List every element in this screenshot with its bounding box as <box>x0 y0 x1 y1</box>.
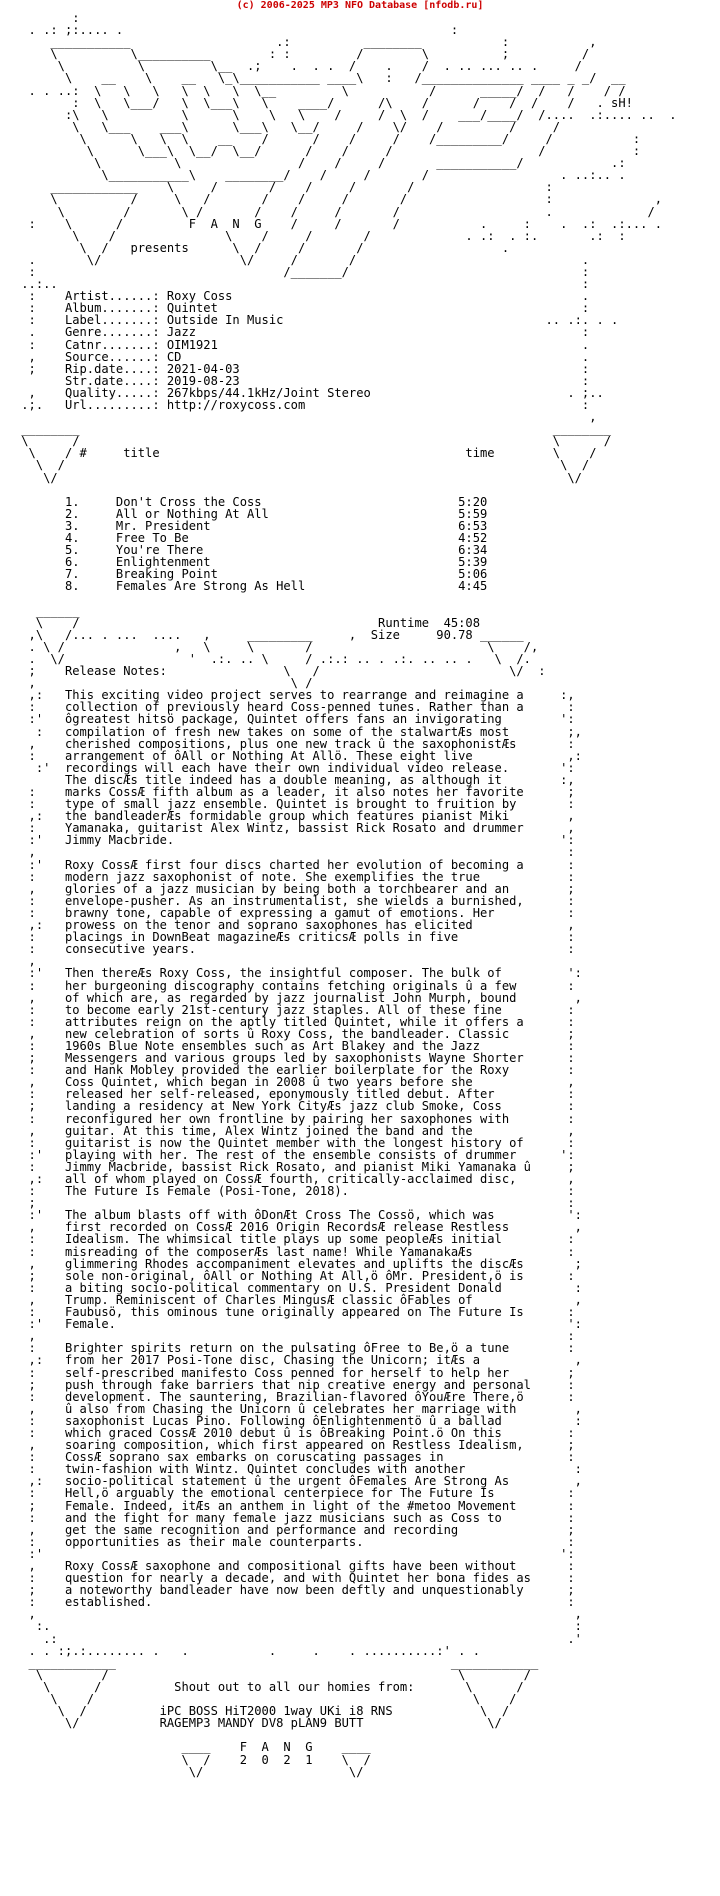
source-banner: (c) 2006-2025 MP3 NFO Database [nfodb.ru] <box>0 0 720 12</box>
nfo-document: : . .: ;:.... . : ___________ .: ________ : , \ \__________ : : / \ ; / \ \ \__ .; . . . / . / . .. ... .. . / \ __ \ __ \_\___________ ____\ : /______________ ____ _ _/ __ . . ..: \ \ \ \ \ \ \__ \ / _____/ / / / / : \ \___/ \ \___\ \ ____/ /\ / / / / / . sH! :\ \ \ \ \ \ / / \ / ___/____/ /.... .:.... .. . \ \___ ___\ \___\ \__/ / \/ / / / \ \ \ \ __ / / / / /_________/ / : \ \___\ \__/ \__/ / / / / : \ \ / / / ___________/ .: \___________\ ________/ / / / . ..:.. . ____________ \ / / / / / : \ / \ / / / / / : , \ / \ / / / / / . / : \ / F A N G / / / . : . .: .:... . \ / \ / / / . .: . :. .: : \ / presents \ / / / . . \/ \/ / / . : /_______/ : ..:.. : : Artist......: Roxy Coss . : Album.......: Quintet : : Label.......: Outside In Music .. .:. . . . Genre.......: Jazz : : Catnr.......: OIM1921 . , Source......: CD . ; Rip.date....: 2021-04-03 : Str.date....: 2019-08-23 : , Quality.....: 267kbps/44.1kHz/Joint Stereo . ;.. .;. Url.........: http://roxycoss.com : , ________ ________ \ / \ / \ / # title time \ / \ / \ / \/ \/ 1. Don't Cross the Coss 5:20 2. All or Nothing At All 5:59 3. Mr. President 6:53 4. Free To Be 4:52 5. You're There 6:34 6. Enlightenment 5:39 7. Breaking Point 5:06 8. Females Are Strong As Hell 4:45 ______ \ / Runtime 45:08 ,\ /... . ... .... , _________ , Size 90.78 ______ . \ / , \ \ / \ /, . \/ ' .:. .. \ / .:.: .. . .:. .. .. . \ /. ; Release Notes: \ / \/ : , \ / ,: This exciting video project serves to rearrange and reimagine a :, : collection of previously heard Coss-penned tunes. Rather than a : :' ôgreatest hitsö package, Quintet offers fans an invigorating ': : compilation of fresh new takes on some of the stalwartÆs most ;, , cherished compositions, plus one new track û the saxophonistÆs : : arrangement of ôAll or Nothing At Allö. These eight live ,: :' recordings will each have their own individual video release. ': The discÆs title indeed has a double meaning, as although it :, : marks CossÆ fifth album as a leader, it also notes her favorite ; : type of small jazz ensemble. Quintet is brought to fruition by : ,: the bandleaderÆs formidable group which features pianist Miki , : Yamanaka, guitarist Alex Wintz, bassist Rick Rosato and drummer , :' Jimmy Macbride. ': , : :' Roxy CossÆ first four discs charted her evolution of becoming a : : modern jazz saxophonist of note. She exemplifies the true : , glories of a jazz musician by being both a torchbearer and an ; : envelope-pusher. As an instrumentalist, she wields a burnished, : : brawny tone, capable of expressing a gamut of emotions. Her : ,: prowess on the tenor and soprano saxophones has elicited , : placings in DownBeat magazineÆs criticsÆ polls in five : : consecutive years. : , :' Then thereÆs Roxy Coss, the insightful composer. The bulk of ': : her burgeoning discography contains fetching originals û a few : , of which are, as regarded by jazz journalist John Murph, bound , : to become early 21st-century jazz staples. All of these fine : : attributes reign on the aptly titled Quintet, while it offers a : , new celebration of sorts û Roxy Coss, the bandleader. Classic ; : 1960s Blue Note ensembles such as Art Blakey and the Jazz : ; Messengers and various groups led by saxophonists Wayne Shorter : : and Hank Mobley provided the earlier boilerplate for the Roxy : , Coss Quintet, which began in 2008 û two years before she , : released her self-released, eponymously titled debut. After : ; landing a residency at New York CityÆs jazz club Smoke, Coss : : reconfigured her own frontline by pairing her saxophones with : , guitar. At this time, Alex Wintz joined the band and the , : guitarist is now the Quintet member with the longest history of : :' playing with her. The rest of the ensemble consists of drummer ': : Jimmy Macbride, bassist Rick Rosato, and pianist Miki Yamanaka û ; ,: all of whom played on CossÆ fourth, critically-acclaimed disc, , : The Future Is Female (Posi-Tone, 2018). : ; : :' The album blasts off with ôDonÆt Cross The Cossö, which was ': , first recorded on CossÆ 2016 Origin RecordsÆ release Restless , : Idealism. The whimsical title plays up some peopleÆs initial : : misreading of the composerÆs last name! While YamanakaÆs : , glimmering Rhodes accompaniment elevates and uplifts the discÆs ; ; sole non-original, ôAll or Nothing At All,ö ôMr. President,ö is : : a biting socio-political commentary on U.S. President Donald : , Trump. Reminiscent of Charles MingusÆ classic ôFables of , : Faubusö, this ominous tune originally appeared on The Future Is : :' Female. ': , : : Brighter spirits return on the pulsating ôFree to Be,ö a tune : ,: from her 2017 Posi-Tone disc, Chasing the Unicorn; itÆs a , : self-prescribed manifesto Coss penned for herself to help her ; ; push through fake barriers that nip creative energy and personal : : development. The sauntering, Brazilian-flavored ôYouÆre There,ö : , û also from Chasing the Unicorn û celebrates her marriage with , : saxophonist Lucas Pino. Following ôEnlightenmentö û a ballad : : which graced CossÆ 2010 debut û is ôBreaking Point.ö On this : , soaring composition, which first appeared on Restless Idealism, ; : CossÆ soprano sax embarks on coruscating passages in : : twin-fashion with Wintz. Quintet concludes with another : ,: socio-political statement û the urgent ôFemales Are Strong As , : Hell,ö arguably the emotional centerpiece for The Future Is : ; Female. Indeed, itÆs an anthem in light of the #metoo Movement : : and the fight for many female jazz musicians such as Coss to : , get the same recognition and performance and recording ; : opportunities as their male counterparts. : :' ': , Roxy CossÆ saxophone and compositional gifts have been without : : question for nearly a decade, and with Quintet her bona fides as : ; a noteworthy bandleader have now been deftly and unquestionably ; : established. : , , :. : .: .' . . :;.:........ . . . . . ..........:' . . ____________ ____________ \ / \ / \ / Shout out to all our homies from: \ / \ / \ / \ / iPC BOSS HiT2000 1way UKi i8 RNS \ / \/ RAGEMP3 MANDY DV8 pLAN9 BUTT \/ ____ F A N G ____ \ / 2 0 2 1 \ / \/ \/ <box>21 12 677 1779</box>
